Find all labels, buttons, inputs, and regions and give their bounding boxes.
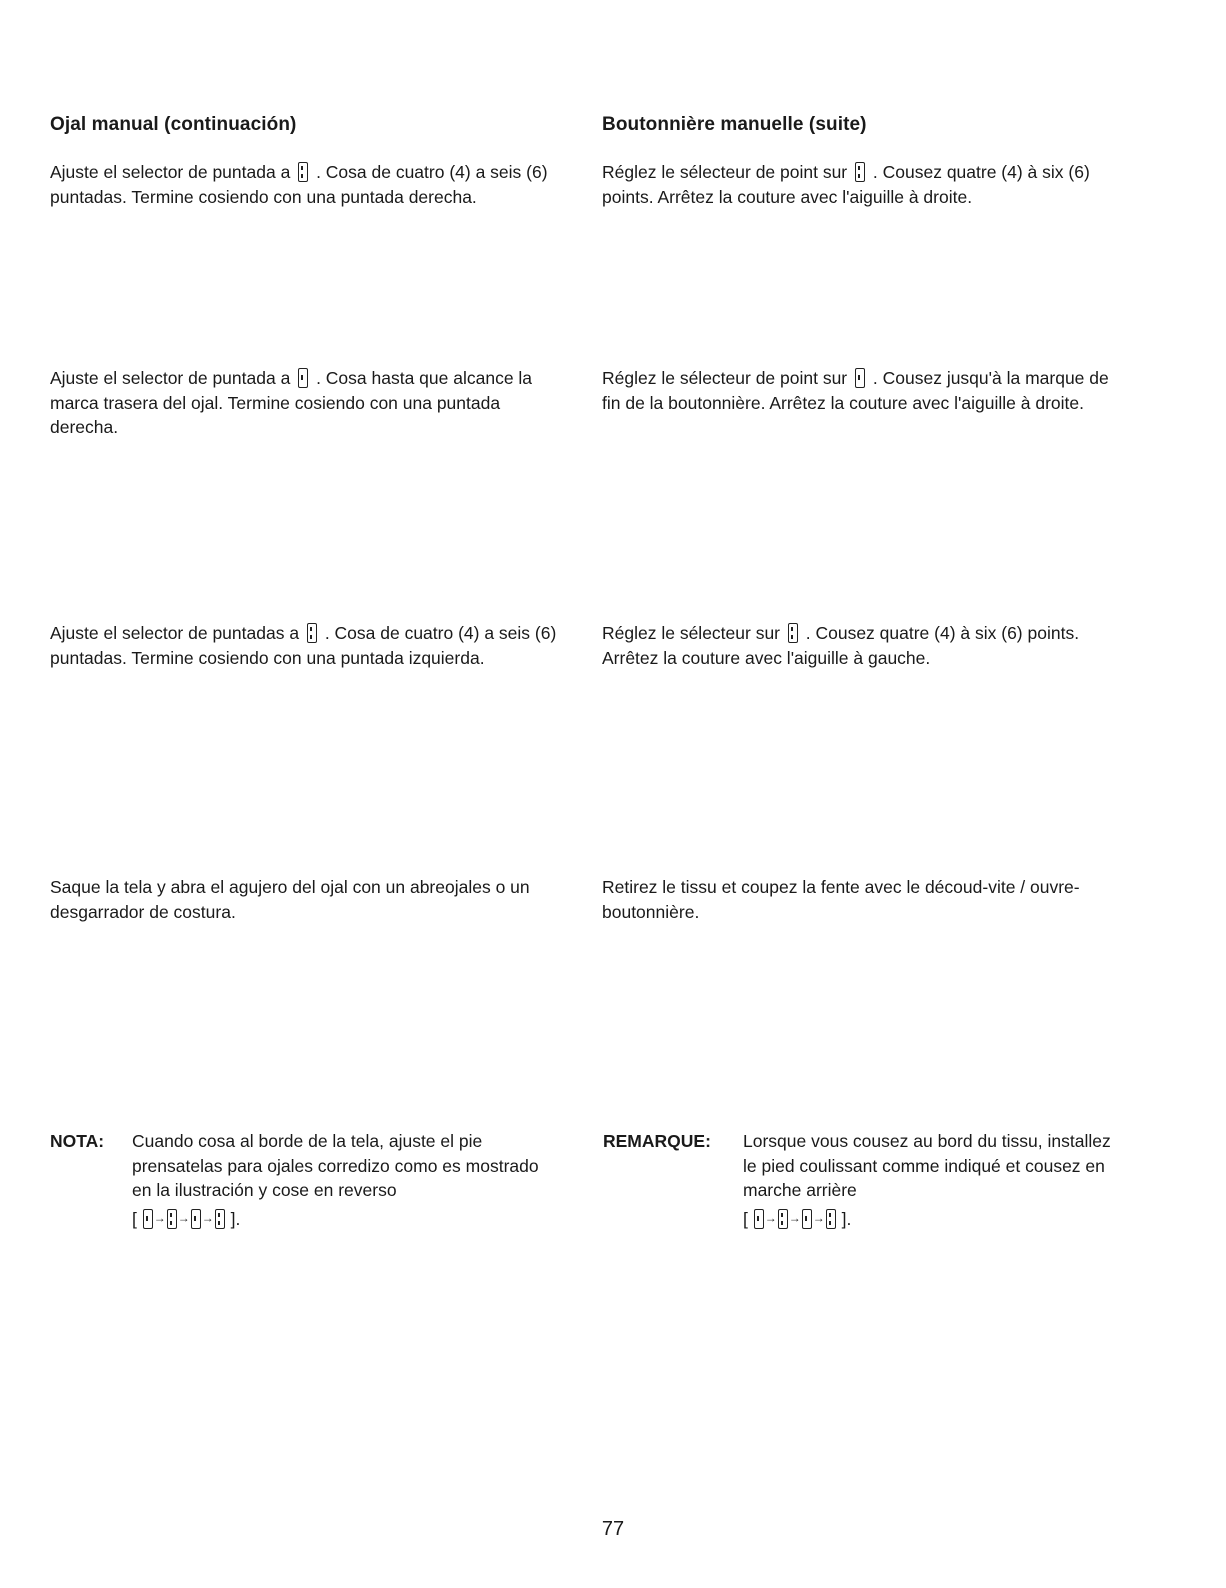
left-paragraph-2 — [50, 366, 570, 440]
left-paragraph-4: Saque la tela y abra el agujero del ojal con un abreojales o un desgarrador de costura. — [50, 877, 530, 922]
stitch-sequence — [743, 1206, 851, 1232]
left-p3-text-b: . Cosa de cuatro (4) a seis (6) puntadas. Termine cosiendo con una puntada izquierda. — [50, 623, 557, 668]
left-paragraph-3 — [50, 621, 570, 670]
page-number: 77 — [601, 1518, 625, 1540]
note-body — [132, 1129, 552, 1231]
right-p2-text-b: . Cousez jusqu'à la marque de fin de la boutonnière. Arrêtez la couture avec l'aiguille à droite. — [602, 368, 1109, 413]
left-p3-text: Ajuste el selector de puntadas a — [50, 623, 300, 643]
arrow-icon: → — [764, 1210, 777, 1225]
left-p2-text-b: . Cosa hasta que alcance la marca trasera del ojal. Termine cosiendo con una puntada derecha. — [50, 368, 533, 437]
note-text: Cuando cosa al borde de la tela, ajuste el pie prensatelas para ojales corredizo como es mostrado en la ilustración y cose en reverso — [132, 1131, 539, 1200]
seq-close: ]. — [230, 1208, 241, 1229]
note-label: REMARQUE: — [603, 1131, 711, 1151]
note-text: Lorsque vous cousez au bord du tissu, installez le pied coulissant comme indiqué et cousez en marche arrière — [743, 1131, 1111, 1200]
arrow-icon: → — [177, 1210, 190, 1225]
right-p3-text-b: . Cousez quatre (4) à six (6) points. Arrêtez la couture avec l'aiguille à gauche. — [602, 623, 1080, 668]
arrow-icon: → — [788, 1210, 801, 1225]
seq-close: ]. — [841, 1208, 852, 1229]
seq-open: [ — [132, 1208, 137, 1229]
right-paragraph-2 — [602, 366, 1122, 415]
note-body — [743, 1129, 1113, 1231]
left-paragraph-1 — [50, 160, 570, 209]
stitch-selector-icon — [298, 368, 308, 388]
stitch-selector-icon — [855, 162, 865, 182]
left-p1-text: Ajuste el selector de puntada a — [50, 162, 291, 182]
left-note — [50, 1129, 570, 1239]
arrow-icon: → — [153, 1210, 166, 1225]
right-note — [603, 1129, 1123, 1239]
left-p2-text: Ajuste el selector de puntada a — [50, 368, 291, 388]
stitch-selector-icon — [215, 1209, 225, 1229]
seq-open: [ — [743, 1208, 748, 1229]
stitch-selector-icon — [788, 623, 798, 643]
note-label: NOTA: — [50, 1131, 105, 1151]
arrow-icon: → — [201, 1210, 214, 1225]
left-section-title: Ojal manual (continuación) — [50, 114, 297, 135]
right-p2-text: Réglez le sélecteur de point sur — [602, 368, 848, 388]
stitch-selector-icon — [143, 1209, 153, 1229]
right-paragraph-4: Retirez le tissu et coupez la fente avec le découd-vite / ouvre-boutonnière. — [602, 877, 1080, 922]
right-p1-text: Réglez le sélecteur de point sur — [602, 162, 848, 182]
right-paragraph-3 — [602, 621, 1122, 670]
left-p1-text-b: . Cosa de cuatro (4) a seis (6) puntadas. Termine cosiendo con una puntada derecha. — [50, 162, 548, 207]
stitch-selector-icon — [802, 1209, 812, 1229]
stitch-sequence — [132, 1206, 240, 1232]
stitch-selector-icon — [298, 162, 308, 182]
stitch-selector-icon — [826, 1209, 836, 1229]
stitch-selector-icon — [754, 1209, 764, 1229]
right-p3-text: Réglez le sélecteur sur — [602, 623, 780, 643]
right-paragraph-1 — [602, 160, 1122, 209]
stitch-selector-icon — [855, 368, 865, 388]
right-section-title: Boutonnière manuelle (suite) — [602, 114, 867, 135]
right-p1-text-b: . Cousez quatre (4) à six (6) points. Arrêtez la couture avec l'aiguille à droite. — [602, 162, 1090, 207]
arrow-icon: → — [812, 1210, 825, 1225]
stitch-selector-icon — [167, 1209, 177, 1229]
stitch-selector-icon — [307, 623, 317, 643]
stitch-selector-icon — [778, 1209, 788, 1229]
stitch-selector-icon — [191, 1209, 201, 1229]
